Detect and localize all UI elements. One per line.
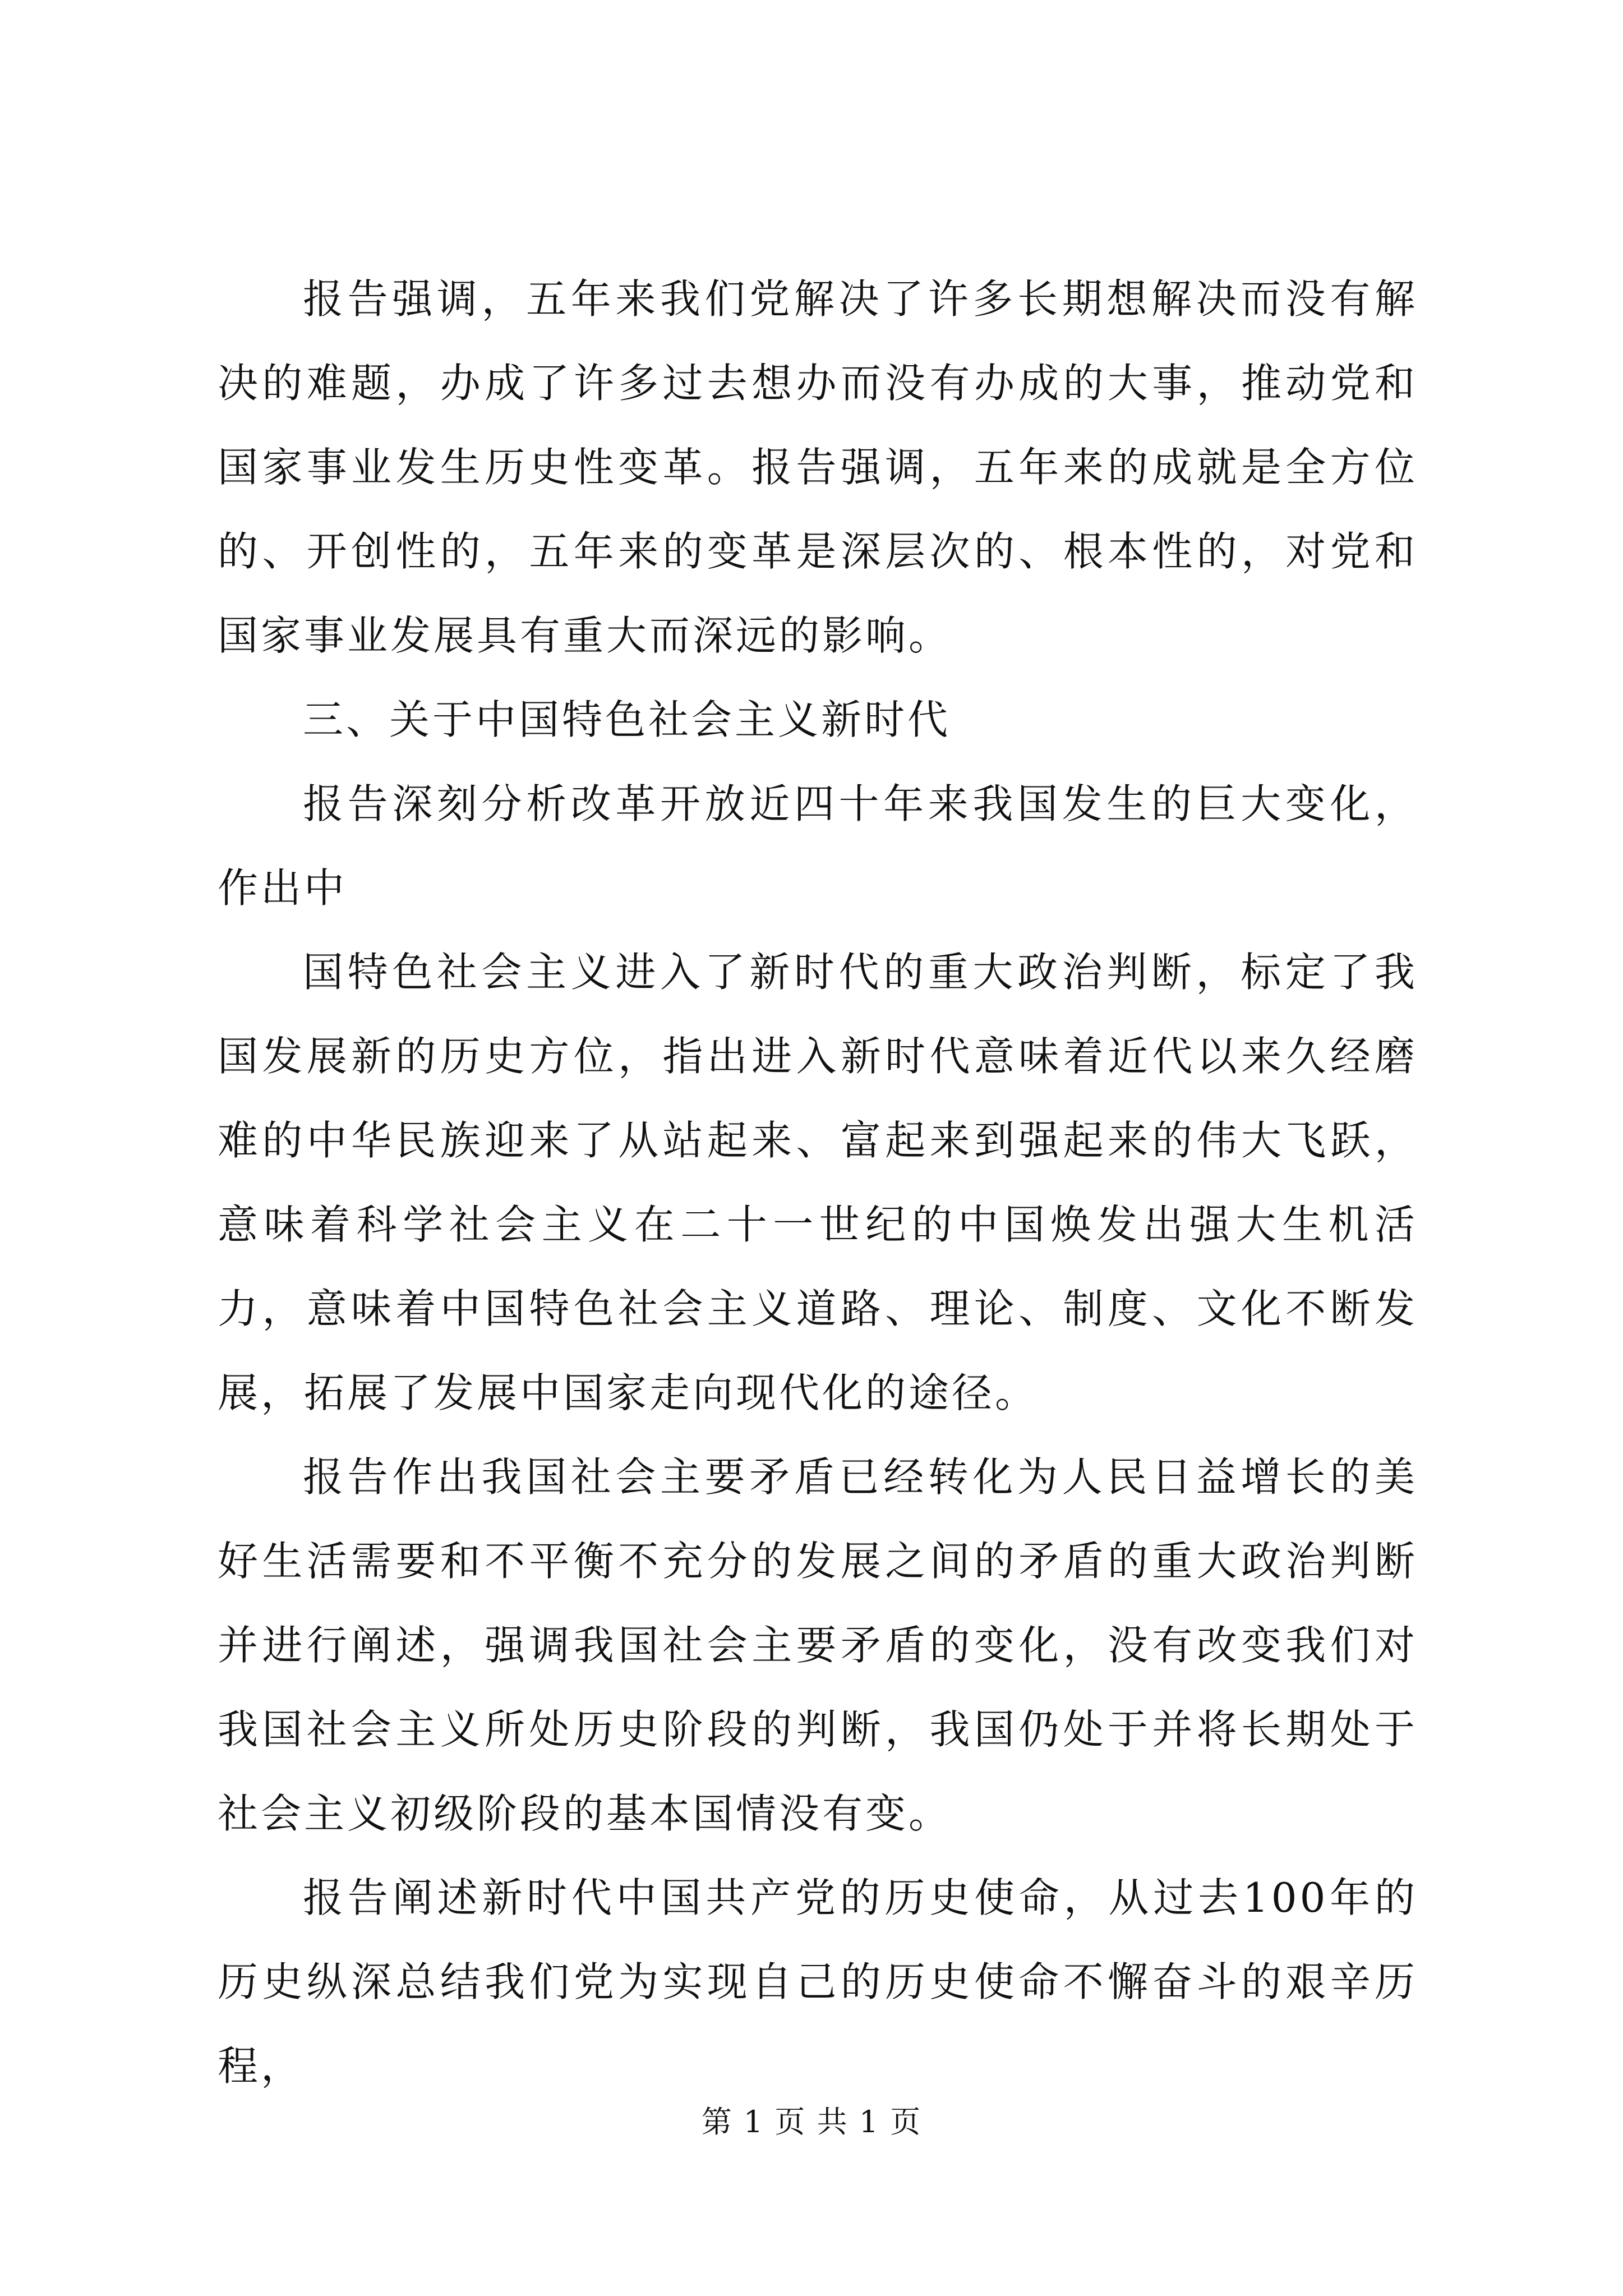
section-heading-new-era: 三、关于中国特色社会主义新时代	[303, 696, 951, 743]
paragraph-achievements: 报告强调，五年来我们党解决了许多长期想解决而没有解决的难题，办成了许多过去想办而没有办成的大事，推动党和国家事业发生历史性变革。报告强调，五年来的成就是全方位的、开创性的，五年来的变革是深层次的、根本性的，对党和国家事业发展具有重大而深远的影响。	[218, 275, 1418, 659]
paragraph-historic-mission: 报告阐述新时代中国共产党的历史使命，从过去100年的历史纵深总结我们党为实现自己的历史使命不懈奋斗的艰辛历程，	[218, 1874, 1418, 2090]
document-body	[218, 257, 1418, 2108]
paragraph-principal-contradiction: 报告作出我国社会主要矛盾已经转化为人民日益增长的美好生活需要和不平衡不充分的发展之间的矛盾的重大政治判断并进行阐述，强调我国社会主要矛盾的变化，没有改变我们对我国社会主义所处历史阶段的判断，我国仍处于并将长期处于社会主义初级阶段的基本国情没有变。	[218, 1453, 1418, 1837]
paragraph-reform-analysis: 报告深刻分析改革开放近四十年来我国发生的巨大变化，作出中	[218, 780, 1418, 912]
paragraph-new-era-judgment: 国特色社会主义进入了新时代的重大政治判断，标定了我国发展新的历史方位，指出进入新时代意味着近代以来久经磨难的中华民族迎来了从站起来、富起来到强起来的伟大飞跃，意味着科学社会主义在二十一世纪的中国焕发出强大生机活力，意味着中国特色社会主义道路、理论、制度、文化不断发展，拓展了发展中国家走向现代化的途径。	[218, 949, 1418, 1416]
page-footer: 第 1 页 共 1 页	[701, 2104, 922, 2139]
